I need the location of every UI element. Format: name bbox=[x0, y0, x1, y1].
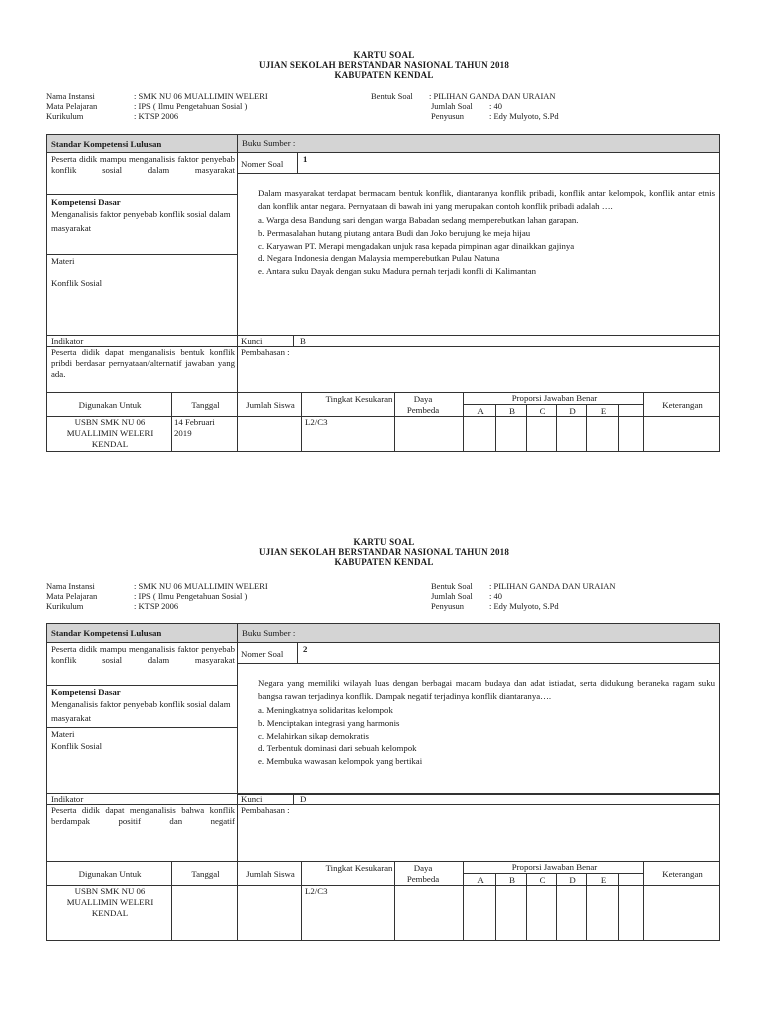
jumlah-siswa-value-cell bbox=[237, 416, 302, 452]
materi-cell bbox=[46, 727, 238, 795]
bentuk-soal-value: : PILIHAN GANDA DAN URAIAN bbox=[429, 91, 556, 101]
mata-pelajaran-value: : IPS ( Ilmu Pengetahuan Sosial ) bbox=[134, 101, 248, 111]
opt-a-value-cell bbox=[463, 885, 496, 941]
nomer-soal-value-cell bbox=[297, 642, 720, 664]
meta-right bbox=[431, 581, 691, 614]
daya-header: Daya Pembeda bbox=[406, 394, 440, 415]
option-b: b. Permasalahan hutang piutang antara Budi dan Joko berujung ke meja hijau bbox=[258, 227, 531, 238]
jumlah-siswa-header: Jumlah Siswa bbox=[246, 869, 295, 879]
tanggal-header: Tanggal bbox=[191, 869, 220, 879]
opt-b-value-cell bbox=[495, 416, 527, 452]
kurikulum-label: Kurikulum bbox=[46, 111, 84, 121]
digunakan-header: Digunakan Untuk bbox=[78, 869, 142, 879]
skl-cell bbox=[46, 152, 238, 195]
option-b: b. Menciptakan integrasi yang harmonis bbox=[258, 717, 400, 728]
nomer-soal-value: 1 bbox=[303, 154, 308, 164]
buku-sumber-label: Buku Sumber : bbox=[242, 628, 296, 638]
tingkat-header: Tingkat Kesukaran bbox=[325, 394, 393, 404]
nomer-soal-value: 2 bbox=[303, 644, 308, 654]
card-title: KARTU SOAL bbox=[353, 537, 415, 547]
indikator-text: Peserta didik dapat menganalisis bentuk konflik pribdi berdasar pernyataan/alternatif jawaban yang ada. bbox=[51, 347, 235, 379]
card-table bbox=[46, 623, 720, 941]
mata-pelajaran-value: : IPS ( Ilmu Pengetahuan Sosial ) bbox=[134, 591, 248, 601]
penyusun-label: Penyusun bbox=[431, 601, 465, 611]
pembahasan-cell bbox=[237, 804, 720, 862]
digunakan-value-cell bbox=[46, 416, 172, 452]
kurikulum-value: : KTSP 2006 bbox=[134, 601, 179, 611]
nama-instansi-value: : SMK NU 06 MUALLIMIN WELERI bbox=[134, 581, 268, 591]
opt-a-header: A bbox=[477, 406, 484, 416]
opt-d-header: D bbox=[569, 875, 576, 885]
options-list bbox=[258, 214, 715, 278]
kd-label: Kompetensi Dasar bbox=[51, 687, 121, 697]
penyusun-label: Penyusun bbox=[431, 111, 465, 121]
opt-b-header: B bbox=[509, 875, 515, 885]
nama-instansi-label: Nama Instansi bbox=[46, 581, 95, 591]
opt-e-header: E bbox=[600, 875, 607, 885]
tingkat-value-cell bbox=[301, 885, 395, 941]
keterangan-header-cell bbox=[643, 861, 720, 886]
skl-header: Standar Kompetensi Lulusan bbox=[51, 139, 162, 149]
kd-cell bbox=[46, 194, 238, 255]
tingkat-value: L2/C3 bbox=[305, 417, 328, 427]
digunakan-value-cell bbox=[46, 885, 172, 941]
question-text: Negara yang memiliki wilayah luas dengan berbagai macam budaya dan adat istiadat, serta didukung beraneka ragam suku bangsa rawan terjadinya konflik. Dampak negatif terjadinya konflik diantaranya…. bbox=[258, 678, 715, 701]
digunakan-header-cell bbox=[46, 392, 172, 417]
jumlah-soal-label: Jumlah Soal bbox=[431, 101, 473, 111]
card-region: KABUPATEN KENDAL bbox=[334, 70, 434, 80]
jumlah-siswa-header: Jumlah Siswa bbox=[246, 400, 295, 410]
bentuk-soal-label: Bentuk Soal bbox=[431, 581, 473, 591]
question-text: Dalam masyarakat terdapat bermacam bentuk konflik, diantaranya konflik pribadi, konflik antar kelompok, konflik antar etnis dan konflik antar negara. Pernyataan di bawah ini yang merupakan contoh konflik pribadi adalah …. bbox=[258, 188, 715, 211]
daya-value-cell bbox=[394, 416, 464, 452]
materi-cell bbox=[46, 254, 238, 336]
nomer-soal-value-cell bbox=[297, 152, 720, 174]
tingkat-header-cell bbox=[301, 392, 395, 417]
digunakan-header-cell bbox=[46, 861, 172, 886]
daya-header-cell bbox=[394, 861, 464, 886]
opt-e-value-cell bbox=[586, 416, 619, 452]
tingkat-header-cell bbox=[301, 861, 395, 886]
bentuk-soal-value: : PILIHAN GANDA DAN URAIAN bbox=[489, 581, 616, 591]
card-title: KARTU SOAL bbox=[353, 50, 415, 60]
tanggal-value-cell bbox=[171, 416, 238, 452]
opt-d-header: D bbox=[569, 406, 576, 416]
indikator-label: Indikator bbox=[51, 794, 84, 804]
buku-sumber-label: Buku Sumber : bbox=[242, 138, 296, 148]
keterangan-header-cell bbox=[643, 392, 720, 417]
materi-label: Materi bbox=[51, 729, 75, 739]
jumlah-soal-value: : 40 bbox=[489, 591, 502, 601]
proporsi-header: Proporsi Jawaban Benar bbox=[511, 393, 598, 403]
nomer-soal-label-cell bbox=[237, 152, 298, 174]
jumlah-siswa-header-cell bbox=[237, 392, 302, 417]
opt-c-value-cell bbox=[526, 416, 557, 452]
kd-text: Menganalisis faktor penyebab konflik sosial dalam masyarakat bbox=[51, 209, 231, 233]
question-cell bbox=[237, 663, 720, 795]
opt-c-value-cell bbox=[526, 885, 557, 941]
tanggal-value: 14 Februari 2019 bbox=[174, 417, 215, 438]
digunakan-header: Digunakan Untuk bbox=[78, 400, 142, 410]
skl-header-cell bbox=[46, 623, 238, 643]
meta-left bbox=[46, 581, 346, 614]
indikator-text: Peserta didik dapat menganalisis bahwa konflik berdampak positif dan negatif bbox=[51, 805, 235, 826]
digunakan-value: USBN SMK NU 06 MUALLIMIN WELERI KENDAL bbox=[66, 886, 154, 918]
jumlah-soal-value: : 40 bbox=[489, 101, 502, 111]
pembahasan-cell bbox=[237, 346, 720, 393]
materi-label: Materi bbox=[51, 256, 75, 266]
kd-cell bbox=[46, 685, 238, 728]
opt-d-value-cell bbox=[556, 885, 587, 941]
daya-header: Daya Pembeda bbox=[406, 863, 440, 884]
opt-e-value-cell bbox=[586, 885, 619, 941]
buku-sumber-cell bbox=[237, 134, 720, 153]
keterangan-header: Keterangan bbox=[662, 400, 703, 410]
options-list bbox=[258, 704, 715, 768]
skl-text: Peserta didik mampu menganalisis faktor penyebab konflik sosial dalam masyarakat bbox=[51, 644, 235, 665]
jumlah-siswa-value-cell bbox=[237, 885, 302, 941]
skl-cell bbox=[46, 642, 238, 686]
jumlah-soal-label: Jumlah Soal bbox=[431, 591, 473, 601]
bentuk-soal-label: Bentuk Soal bbox=[371, 91, 413, 101]
option-e: e. Membuka wawasan kelompok yang bertikai bbox=[258, 756, 423, 767]
indikator-cell bbox=[46, 346, 238, 393]
option-a: a. Warga desa Bandung sari dengan warga Babadan sedang memperebutkan lahan garapan. bbox=[258, 215, 579, 225]
jumlah-siswa-header-cell bbox=[237, 861, 302, 886]
tanggal-value-cell bbox=[171, 885, 238, 941]
opt-blank-value-cell bbox=[618, 885, 644, 941]
penyusun-value: : Edy Mulyoto, S.Pd bbox=[489, 111, 559, 121]
option-d: d. Negara Indonesia dengan Malaysia memperebutkan Pulau Natuna bbox=[258, 253, 500, 264]
meta-left bbox=[46, 91, 346, 124]
meta-right bbox=[371, 91, 671, 124]
indikator-label: Indikator bbox=[51, 336, 84, 346]
proporsi-header: Proporsi Jawaban Benar bbox=[511, 862, 598, 872]
keterangan-header: Keterangan bbox=[662, 869, 703, 879]
card-table bbox=[46, 134, 720, 452]
pembahasan-label: Pembahasan : bbox=[241, 347, 290, 357]
opt-d-value-cell bbox=[556, 416, 587, 452]
card-region: KABUPATEN KENDAL bbox=[334, 557, 434, 567]
option-d: d. Terbentuk dominasi dari sebuah kelompok bbox=[258, 743, 417, 754]
nomer-soal-label: Nomer Soal bbox=[241, 159, 284, 169]
digunakan-value: USBN SMK NU 06 MUALLIMIN WELERI KENDAL bbox=[66, 417, 154, 449]
tanggal-header-cell bbox=[171, 861, 238, 886]
opt-a-header: A bbox=[477, 875, 484, 885]
card-subtitle: UJIAN SEKOLAH BERSTANDAR NASIONAL TAHUN 2018 bbox=[258, 60, 510, 70]
pembahasan-label: Pembahasan : bbox=[241, 805, 290, 815]
nama-instansi-label: Nama Instansi bbox=[46, 91, 95, 101]
penyusun-value: : Edy Mulyoto, S.Pd bbox=[489, 601, 559, 611]
nomer-soal-label-cell bbox=[237, 642, 298, 664]
opt-c-header: C bbox=[539, 875, 546, 885]
opt-b-header: B bbox=[509, 406, 515, 416]
nomer-soal-label: Nomer Soal bbox=[241, 649, 284, 659]
skl-text: Peserta didik mampu menganalisis faktor penyebab konflik sosial dalam masyarakat bbox=[51, 154, 235, 175]
kunci-label: Kunci bbox=[241, 336, 263, 346]
option-a: a. Meningkatnya solidaritas kelompok bbox=[258, 705, 393, 715]
materi-text: Konflik Sosial bbox=[51, 278, 103, 288]
buku-sumber-cell bbox=[237, 623, 720, 643]
kunci-value: D bbox=[300, 794, 307, 804]
kurikulum-label: Kurikulum bbox=[46, 601, 84, 611]
opt-e-header: E bbox=[600, 406, 607, 416]
opt-blank-value-cell bbox=[618, 416, 644, 452]
skl-header: Standar Kompetensi Lulusan bbox=[51, 628, 162, 638]
mata-pelajaran-label: Mata Pelajaran bbox=[46, 101, 98, 111]
option-e: e. Antara suku Dayak dengan suku Madura pernah terjadi konfli di Kalimantan bbox=[258, 266, 536, 277]
opt-b-value-cell bbox=[495, 885, 527, 941]
materi-text: Konflik Sosial bbox=[51, 741, 103, 751]
nama-instansi-value: : SMK NU 06 MUALLIMIN WELERI bbox=[134, 91, 268, 101]
opt-a-value-cell bbox=[463, 416, 496, 452]
kunci-value: B bbox=[300, 336, 306, 346]
tingkat-header: Tingkat Kesukaran bbox=[325, 863, 393, 873]
opt-c-header: C bbox=[539, 406, 546, 416]
tingkat-value-cell bbox=[301, 416, 395, 452]
skl-header-cell bbox=[46, 134, 238, 153]
kd-label: Kompetensi Dasar bbox=[51, 197, 121, 207]
question-cell bbox=[237, 173, 720, 336]
tingkat-value: L2/C3 bbox=[305, 886, 328, 896]
card-subtitle: UJIAN SEKOLAH BERSTANDAR NASIONAL TAHUN 2018 bbox=[258, 547, 510, 557]
kunci-label: Kunci bbox=[241, 794, 263, 804]
option-c: c. Melahirkan sikap demokratis bbox=[258, 730, 369, 741]
daya-header-cell bbox=[394, 392, 464, 417]
mata-pelajaran-label: Mata Pelajaran bbox=[46, 591, 98, 601]
daya-value-cell bbox=[394, 885, 464, 941]
kurikulum-value: : KTSP 2006 bbox=[134, 111, 179, 121]
tanggal-header: Tanggal bbox=[191, 400, 220, 410]
keterangan-value-cell bbox=[643, 416, 720, 452]
indikator-cell bbox=[46, 804, 238, 862]
tanggal-header-cell bbox=[171, 392, 238, 417]
option-c: c. Karyawan PT. Merapi mengadakan unjuk rasa kepada pimpinan agar dinaikkan gajinya bbox=[258, 240, 575, 251]
kd-text: Menganalisis faktor penyebab konflik sosial dalam masyarakat bbox=[51, 699, 231, 723]
keterangan-value-cell bbox=[643, 885, 720, 941]
